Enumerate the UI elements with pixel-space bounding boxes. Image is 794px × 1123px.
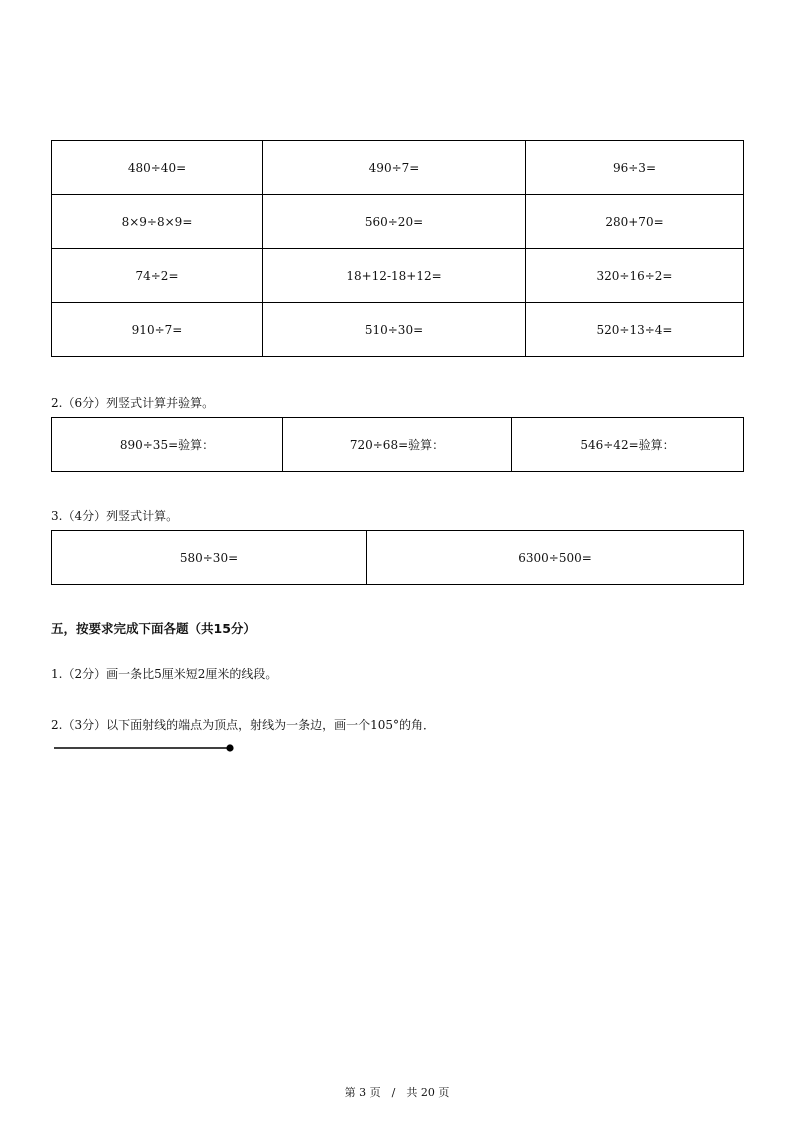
table-cell: 580÷30=	[52, 531, 367, 585]
vertical-calc-table	[51, 530, 744, 585]
table-row	[52, 195, 744, 249]
question-3-label: 3.（4分）列竖式计算。	[51, 509, 179, 523]
table-cell: 520÷13÷4=	[526, 303, 744, 357]
table-row	[52, 303, 744, 357]
table-cell: 96÷3=	[526, 141, 744, 195]
table-cell: 320÷16÷2=	[526, 249, 744, 303]
table-cell: 480÷40=	[52, 141, 263, 195]
table-cell: 510÷30=	[263, 303, 526, 357]
table-row	[52, 249, 744, 303]
vertical-calc-check-table	[51, 417, 744, 472]
section-5-title: 五，按要求完成下面各题（共15分）	[51, 621, 256, 636]
table-cell: 546÷42=验算：	[512, 418, 744, 472]
table-row	[52, 531, 744, 585]
table-cell: 6300÷500=	[367, 531, 744, 585]
section-5-question-1: 1.（2分）画一条比5厘米短2厘米的线段。	[51, 667, 278, 681]
ray-endpoint	[226, 744, 233, 751]
table-cell: 280+70=	[526, 195, 744, 249]
table-cell: 18+12-18+12=	[263, 249, 526, 303]
table-cell: 8×9÷8×9=	[52, 195, 263, 249]
ray-figure	[52, 741, 238, 755]
table-row	[52, 141, 744, 195]
section-5-question-2: 2.（3分）以下面射线的端点为顶点，射线为一条边，画一个105°的角．	[51, 718, 435, 732]
table-cell: 720÷68=验算：	[283, 418, 512, 472]
table-cell: 74÷2=	[52, 249, 263, 303]
table-cell: 910÷7=	[52, 303, 263, 357]
page-footer: 第 3 页 / 共 20 页	[344, 1086, 450, 1099]
table-cell: 560÷20=	[263, 195, 526, 249]
table-cell: 890÷35=验算：	[52, 418, 283, 472]
calculation-table	[51, 140, 744, 357]
table-row	[52, 418, 744, 472]
table-cell: 490÷7=	[263, 141, 526, 195]
question-2-label: 2.（6分）列竖式计算并验算。	[51, 396, 215, 410]
